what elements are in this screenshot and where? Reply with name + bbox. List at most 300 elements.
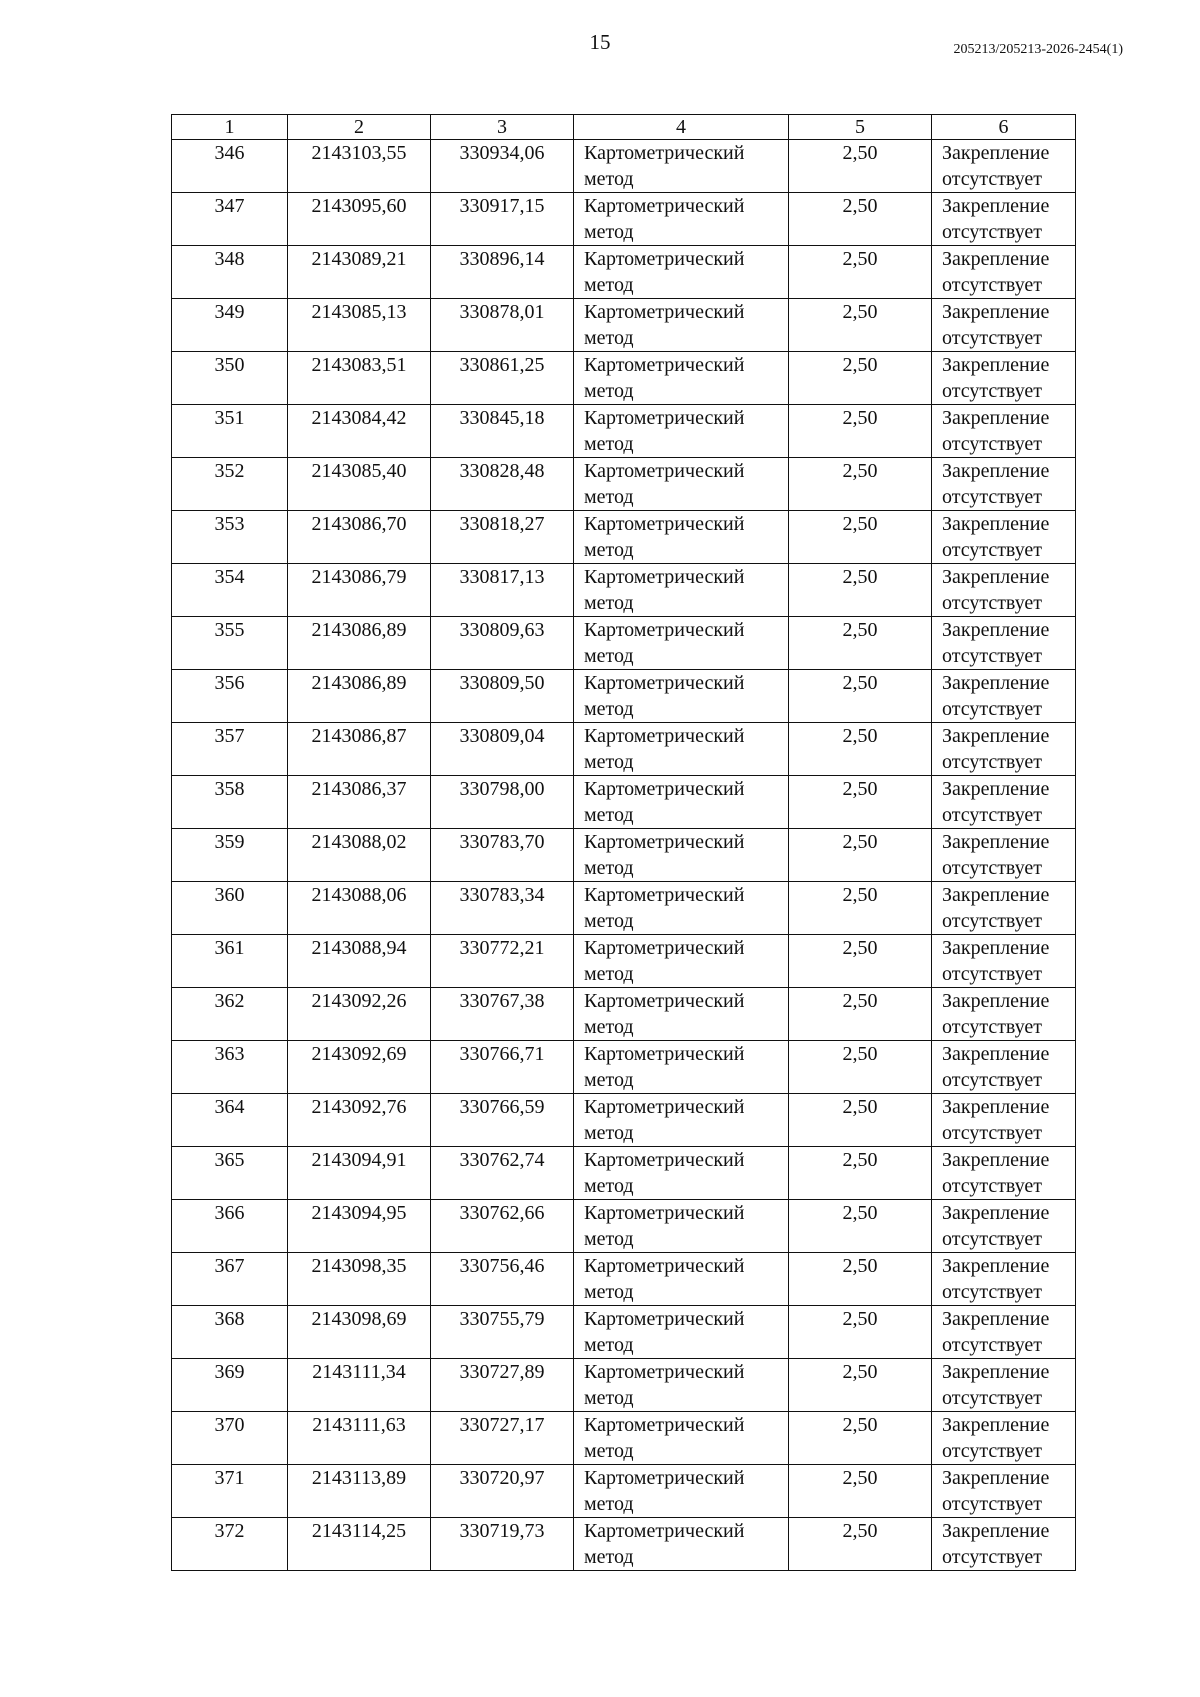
table-row bbox=[172, 1412, 1076, 1465]
table-row bbox=[172, 1359, 1076, 1412]
fixing-cell bbox=[932, 670, 1076, 723]
y-coordinate-cell: 330727,89 bbox=[431, 1359, 574, 1412]
method-cell-line: метод bbox=[584, 804, 634, 826]
fixing-cell-line: Закрепление bbox=[942, 407, 1050, 429]
point-number-cell: 360 bbox=[172, 882, 288, 935]
table-body bbox=[172, 140, 1076, 1571]
method-cell-line: Картометрический bbox=[584, 884, 745, 906]
fixing-cell-line: отсутствует bbox=[942, 592, 1043, 614]
method-cell-line: Картометрический bbox=[584, 1149, 745, 1171]
method-cell-line: Картометрический bbox=[584, 1096, 745, 1118]
table-row bbox=[172, 405, 1076, 458]
accuracy-cell: 2,50 bbox=[789, 1306, 932, 1359]
method-cell bbox=[574, 988, 789, 1041]
fixing-cell-line: Закрепление bbox=[942, 1467, 1050, 1489]
x-coordinate-cell: 2143086,89 bbox=[288, 670, 431, 723]
method-cell-line: метод bbox=[584, 698, 634, 720]
accuracy-cell: 2,50 bbox=[789, 1041, 932, 1094]
fixing-cell-line: Закрепление bbox=[942, 884, 1050, 906]
header-row bbox=[172, 115, 1076, 140]
fixing-cell bbox=[932, 1412, 1076, 1465]
fixing-cell-line: Закрепление bbox=[942, 301, 1050, 323]
method-cell-line: метод bbox=[584, 433, 634, 455]
point-number-cell: 363 bbox=[172, 1041, 288, 1094]
table-row bbox=[172, 723, 1076, 776]
accuracy-cell: 2,50 bbox=[789, 1465, 932, 1518]
y-coordinate-cell: 330817,13 bbox=[431, 564, 574, 617]
point-number-cell: 364 bbox=[172, 1094, 288, 1147]
point-number-cell: 372 bbox=[172, 1518, 288, 1571]
method-cell-line: метод bbox=[584, 1016, 634, 1038]
fixing-cell bbox=[932, 193, 1076, 246]
fixing-cell-line: Закрепление bbox=[942, 725, 1050, 747]
accuracy-cell: 2,50 bbox=[789, 882, 932, 935]
fixing-cell-line: отсутствует bbox=[942, 380, 1043, 402]
method-cell bbox=[574, 1147, 789, 1200]
method-cell-line: метод bbox=[584, 380, 634, 402]
column-header-3: 3 bbox=[431, 115, 574, 140]
fixing-cell-line: отсутствует bbox=[942, 963, 1043, 985]
fixing-cell-line: Закрепление bbox=[942, 990, 1050, 1012]
accuracy-cell: 2,50 bbox=[789, 829, 932, 882]
fixing-cell bbox=[932, 564, 1076, 617]
fixing-cell-line: отсутствует bbox=[942, 433, 1043, 455]
fixing-cell-line: отсутствует bbox=[942, 486, 1043, 508]
fixing-cell-line: Закрепление bbox=[942, 142, 1050, 164]
point-number-cell: 369 bbox=[172, 1359, 288, 1412]
accuracy-cell: 2,50 bbox=[789, 1200, 932, 1253]
table-row bbox=[172, 299, 1076, 352]
point-number-cell: 356 bbox=[172, 670, 288, 723]
x-coordinate-cell: 2143111,63 bbox=[288, 1412, 431, 1465]
column-header-1: 1 bbox=[172, 115, 288, 140]
method-cell bbox=[574, 670, 789, 723]
fixing-cell-line: отсутствует bbox=[942, 327, 1043, 349]
table-row bbox=[172, 829, 1076, 882]
accuracy-cell: 2,50 bbox=[789, 935, 932, 988]
fixing-cell bbox=[932, 1041, 1076, 1094]
fixing-cell-line: Закрепление bbox=[942, 1308, 1050, 1330]
fixing-cell bbox=[932, 1306, 1076, 1359]
method-cell bbox=[574, 352, 789, 405]
fixing-cell-line: отсутствует bbox=[942, 804, 1043, 826]
table-row bbox=[172, 617, 1076, 670]
fixing-cell-line: Закрепление bbox=[942, 354, 1050, 376]
y-coordinate-cell: 330720,97 bbox=[431, 1465, 574, 1518]
fixing-cell-line: Закрепление bbox=[942, 1096, 1050, 1118]
accuracy-cell: 2,50 bbox=[789, 193, 932, 246]
fixing-cell bbox=[932, 935, 1076, 988]
method-cell bbox=[574, 246, 789, 299]
method-cell-line: метод bbox=[584, 963, 634, 985]
fixing-cell bbox=[932, 1094, 1076, 1147]
method-cell bbox=[574, 140, 789, 193]
x-coordinate-cell: 2143098,35 bbox=[288, 1253, 431, 1306]
method-cell-line: Картометрический bbox=[584, 1202, 745, 1224]
fixing-cell bbox=[932, 140, 1076, 193]
method-cell bbox=[574, 299, 789, 352]
table-row bbox=[172, 1518, 1076, 1571]
x-coordinate-cell: 2143103,55 bbox=[288, 140, 431, 193]
fixing-cell-line: отсутствует bbox=[942, 1493, 1043, 1515]
fixing-cell bbox=[932, 511, 1076, 564]
x-coordinate-cell: 2143111,34 bbox=[288, 1359, 431, 1412]
fixing-cell bbox=[932, 1200, 1076, 1253]
method-cell-line: Картометрический bbox=[584, 460, 745, 482]
fixing-cell-line: отсутствует bbox=[942, 1016, 1043, 1038]
method-cell-line: Картометрический bbox=[584, 1255, 745, 1277]
x-coordinate-cell: 2143084,42 bbox=[288, 405, 431, 458]
y-coordinate-cell: 330809,63 bbox=[431, 617, 574, 670]
point-number-cell: 361 bbox=[172, 935, 288, 988]
x-coordinate-cell: 2143092,26 bbox=[288, 988, 431, 1041]
method-cell-line: метод bbox=[584, 486, 634, 508]
fixing-cell-line: Закрепление bbox=[942, 778, 1050, 800]
fixing-cell-line: Закрепление bbox=[942, 566, 1050, 588]
table-row bbox=[172, 670, 1076, 723]
fixing-cell bbox=[932, 299, 1076, 352]
fixing-cell bbox=[932, 1147, 1076, 1200]
fixing-cell-line: отсутствует bbox=[942, 1069, 1043, 1091]
fixing-cell-line: отсутствует bbox=[942, 221, 1043, 243]
method-cell-line: метод bbox=[584, 274, 634, 296]
point-number-cell: 353 bbox=[172, 511, 288, 564]
method-cell-line: Картометрический bbox=[584, 672, 745, 694]
point-number-cell: 346 bbox=[172, 140, 288, 193]
y-coordinate-cell: 330719,73 bbox=[431, 1518, 574, 1571]
method-cell-line: Картометрический bbox=[584, 725, 745, 747]
fixing-cell bbox=[932, 246, 1076, 299]
y-coordinate-cell: 330756,46 bbox=[431, 1253, 574, 1306]
point-number-cell: 358 bbox=[172, 776, 288, 829]
fixing-cell-line: отсутствует bbox=[942, 168, 1043, 190]
y-coordinate-cell: 330767,38 bbox=[431, 988, 574, 1041]
table-header bbox=[172, 115, 1076, 140]
fixing-cell-line: Закрепление bbox=[942, 1043, 1050, 1065]
point-number-cell: 348 bbox=[172, 246, 288, 299]
y-coordinate-cell: 330783,34 bbox=[431, 882, 574, 935]
table-row bbox=[172, 1094, 1076, 1147]
fixing-cell bbox=[932, 723, 1076, 776]
method-cell bbox=[574, 617, 789, 670]
x-coordinate-cell: 2143094,91 bbox=[288, 1147, 431, 1200]
fixing-cell-line: отсутствует bbox=[942, 857, 1043, 879]
method-cell-line: метод bbox=[584, 221, 634, 243]
method-cell bbox=[574, 935, 789, 988]
method-cell bbox=[574, 1041, 789, 1094]
y-coordinate-cell: 330845,18 bbox=[431, 405, 574, 458]
method-cell-line: Картометрический bbox=[584, 831, 745, 853]
table-row bbox=[172, 988, 1076, 1041]
method-cell bbox=[574, 1094, 789, 1147]
fixing-cell bbox=[932, 882, 1076, 935]
method-cell-line: метод bbox=[584, 1228, 634, 1250]
method-cell-line: метод bbox=[584, 327, 634, 349]
fixing-cell bbox=[932, 458, 1076, 511]
table-row bbox=[172, 1253, 1076, 1306]
x-coordinate-cell: 2143088,06 bbox=[288, 882, 431, 935]
fixing-cell-line: Закрепление bbox=[942, 460, 1050, 482]
fixing-cell-line: отсутствует bbox=[942, 1387, 1043, 1409]
point-number-cell: 365 bbox=[172, 1147, 288, 1200]
method-cell-line: Картометрический bbox=[584, 778, 745, 800]
y-coordinate-cell: 330917,15 bbox=[431, 193, 574, 246]
method-cell bbox=[574, 882, 789, 935]
method-cell-line: Картометрический bbox=[584, 354, 745, 376]
method-cell-line: Картометрический bbox=[584, 1467, 745, 1489]
method-cell bbox=[574, 1412, 789, 1465]
point-number-cell: 355 bbox=[172, 617, 288, 670]
accuracy-cell: 2,50 bbox=[789, 1253, 932, 1306]
y-coordinate-cell: 330727,17 bbox=[431, 1412, 574, 1465]
document-reference: 205213/205213-2026-2454(1) bbox=[953, 42, 1123, 57]
column-header-6: 6 bbox=[932, 115, 1076, 140]
accuracy-cell: 2,50 bbox=[789, 723, 932, 776]
table-row bbox=[172, 1306, 1076, 1359]
x-coordinate-cell: 2143086,37 bbox=[288, 776, 431, 829]
method-cell bbox=[574, 1465, 789, 1518]
method-cell bbox=[574, 511, 789, 564]
fixing-cell-line: Закрепление bbox=[942, 195, 1050, 217]
method-cell bbox=[574, 564, 789, 617]
method-cell-line: Картометрический bbox=[584, 513, 745, 535]
method-cell-line: Картометрический bbox=[584, 1308, 745, 1330]
method-cell bbox=[574, 1253, 789, 1306]
y-coordinate-cell: 330762,74 bbox=[431, 1147, 574, 1200]
fixing-cell bbox=[932, 1253, 1076, 1306]
x-coordinate-cell: 2143083,51 bbox=[288, 352, 431, 405]
accuracy-cell: 2,50 bbox=[789, 1359, 932, 1412]
method-cell-line: Картометрический bbox=[584, 195, 745, 217]
x-coordinate-cell: 2143086,89 bbox=[288, 617, 431, 670]
x-coordinate-cell: 2143113,89 bbox=[288, 1465, 431, 1518]
accuracy-cell: 2,50 bbox=[789, 352, 932, 405]
method-cell bbox=[574, 1359, 789, 1412]
point-number-cell: 370 bbox=[172, 1412, 288, 1465]
method-cell-line: Картометрический bbox=[584, 1043, 745, 1065]
y-coordinate-cell: 330861,25 bbox=[431, 352, 574, 405]
page-number: 15 bbox=[589, 30, 611, 54]
table-row bbox=[172, 140, 1076, 193]
fixing-cell-line: отсутствует bbox=[942, 1175, 1043, 1197]
table-row bbox=[172, 564, 1076, 617]
fixing-cell-line: Закрепление bbox=[942, 1255, 1050, 1277]
fixing-cell-line: Закрепление bbox=[942, 1361, 1050, 1383]
fixing-cell-line: отсутствует bbox=[942, 751, 1043, 773]
accuracy-cell: 2,50 bbox=[789, 1518, 932, 1571]
y-coordinate-cell: 330762,66 bbox=[431, 1200, 574, 1253]
method-cell-line: метод bbox=[584, 857, 634, 879]
method-cell bbox=[574, 776, 789, 829]
fixing-cell bbox=[932, 405, 1076, 458]
method-cell-line: Картометрический bbox=[584, 1520, 745, 1542]
fixing-cell-line: отсутствует bbox=[942, 1546, 1043, 1568]
x-coordinate-cell: 2143086,70 bbox=[288, 511, 431, 564]
fixing-cell-line: отсутствует bbox=[942, 1281, 1043, 1303]
method-cell-line: метод bbox=[584, 539, 634, 561]
x-coordinate-cell: 2143098,69 bbox=[288, 1306, 431, 1359]
coordinates-table bbox=[171, 114, 1076, 1571]
x-coordinate-cell: 2143092,76 bbox=[288, 1094, 431, 1147]
y-coordinate-cell: 330828,48 bbox=[431, 458, 574, 511]
method-cell bbox=[574, 458, 789, 511]
point-number-cell: 350 bbox=[172, 352, 288, 405]
fixing-cell-line: Закрепление bbox=[942, 248, 1050, 270]
accuracy-cell: 2,50 bbox=[789, 988, 932, 1041]
accuracy-cell: 2,50 bbox=[789, 564, 932, 617]
y-coordinate-cell: 330934,06 bbox=[431, 140, 574, 193]
method-cell-line: метод bbox=[584, 910, 634, 932]
fixing-cell-line: Закрепление bbox=[942, 619, 1050, 641]
method-cell-line: Картометрический bbox=[584, 990, 745, 1012]
method-cell-line: метод bbox=[584, 751, 634, 773]
method-cell-line: метод bbox=[584, 1387, 634, 1409]
point-number-cell: 349 bbox=[172, 299, 288, 352]
fixing-cell-line: отсутствует bbox=[942, 910, 1043, 932]
fixing-cell-line: отсутствует bbox=[942, 539, 1043, 561]
accuracy-cell: 2,50 bbox=[789, 1412, 932, 1465]
method-cell bbox=[574, 193, 789, 246]
accuracy-cell: 2,50 bbox=[789, 299, 932, 352]
accuracy-cell: 2,50 bbox=[789, 670, 932, 723]
x-coordinate-cell: 2143086,87 bbox=[288, 723, 431, 776]
method-cell-line: Картометрический bbox=[584, 1361, 745, 1383]
accuracy-cell: 2,50 bbox=[789, 140, 932, 193]
table-row bbox=[172, 1465, 1076, 1518]
fixing-cell-line: Закрепление bbox=[942, 937, 1050, 959]
table-row bbox=[172, 1041, 1076, 1094]
fixing-cell bbox=[932, 776, 1076, 829]
method-cell bbox=[574, 405, 789, 458]
x-coordinate-cell: 2143092,69 bbox=[288, 1041, 431, 1094]
method-cell-line: метод bbox=[584, 1281, 634, 1303]
method-cell-line: метод bbox=[584, 1546, 634, 1568]
method-cell-line: метод bbox=[584, 1175, 634, 1197]
y-coordinate-cell: 330878,01 bbox=[431, 299, 574, 352]
column-header-2: 2 bbox=[288, 115, 431, 140]
point-number-cell: 357 bbox=[172, 723, 288, 776]
table-row bbox=[172, 246, 1076, 299]
table-row bbox=[172, 193, 1076, 246]
accuracy-cell: 2,50 bbox=[789, 458, 932, 511]
point-number-cell: 367 bbox=[172, 1253, 288, 1306]
x-coordinate-cell: 2143088,94 bbox=[288, 935, 431, 988]
point-number-cell: 351 bbox=[172, 405, 288, 458]
y-coordinate-cell: 330896,14 bbox=[431, 246, 574, 299]
fixing-cell-line: Закрепление bbox=[942, 1520, 1050, 1542]
fixing-cell bbox=[932, 1359, 1076, 1412]
fixing-cell-line: Закрепление bbox=[942, 1202, 1050, 1224]
x-coordinate-cell: 2143095,60 bbox=[288, 193, 431, 246]
method-cell bbox=[574, 1306, 789, 1359]
accuracy-cell: 2,50 bbox=[789, 246, 932, 299]
y-coordinate-cell: 330818,27 bbox=[431, 511, 574, 564]
accuracy-cell: 2,50 bbox=[789, 617, 932, 670]
table-row bbox=[172, 935, 1076, 988]
point-number-cell: 347 bbox=[172, 193, 288, 246]
fixing-cell-line: Закрепление bbox=[942, 1414, 1050, 1436]
fixing-cell-line: Закрепление bbox=[942, 513, 1050, 535]
x-coordinate-cell: 2143088,02 bbox=[288, 829, 431, 882]
method-cell-line: Картометрический bbox=[584, 248, 745, 270]
column-header-4: 4 bbox=[574, 115, 789, 140]
table-row bbox=[172, 511, 1076, 564]
point-number-cell: 366 bbox=[172, 1200, 288, 1253]
y-coordinate-cell: 330798,00 bbox=[431, 776, 574, 829]
fixing-cell bbox=[932, 1518, 1076, 1571]
point-number-cell: 362 bbox=[172, 988, 288, 1041]
method-cell-line: Картометрический bbox=[584, 619, 745, 641]
fixing-cell-line: отсутствует bbox=[942, 698, 1043, 720]
y-coordinate-cell: 330809,50 bbox=[431, 670, 574, 723]
fixing-cell-line: Закрепление bbox=[942, 831, 1050, 853]
fixing-cell-line: отсутствует bbox=[942, 645, 1043, 667]
accuracy-cell: 2,50 bbox=[789, 1094, 932, 1147]
method-cell-line: Картометрический bbox=[584, 1414, 745, 1436]
table-row bbox=[172, 1147, 1076, 1200]
method-cell-line: Картометрический bbox=[584, 566, 745, 588]
y-coordinate-cell: 330766,71 bbox=[431, 1041, 574, 1094]
fixing-cell-line: отсутствует bbox=[942, 274, 1043, 296]
fixing-cell-line: Закрепление bbox=[942, 1149, 1050, 1171]
table-row bbox=[172, 1200, 1076, 1253]
method-cell bbox=[574, 1200, 789, 1253]
table-row bbox=[172, 776, 1076, 829]
fixing-cell bbox=[932, 988, 1076, 1041]
method-cell-line: метод bbox=[584, 592, 634, 614]
point-number-cell: 354 bbox=[172, 564, 288, 617]
fixing-cell bbox=[932, 352, 1076, 405]
point-number-cell: 359 bbox=[172, 829, 288, 882]
x-coordinate-cell: 2143085,13 bbox=[288, 299, 431, 352]
fixing-cell bbox=[932, 617, 1076, 670]
y-coordinate-cell: 330755,79 bbox=[431, 1306, 574, 1359]
y-coordinate-cell: 330809,04 bbox=[431, 723, 574, 776]
point-number-cell: 368 bbox=[172, 1306, 288, 1359]
x-coordinate-cell: 2143089,21 bbox=[288, 246, 431, 299]
table-row bbox=[172, 352, 1076, 405]
method-cell-line: метод bbox=[584, 645, 634, 667]
column-header-5: 5 bbox=[789, 115, 932, 140]
method-cell bbox=[574, 829, 789, 882]
fixing-cell-line: отсутствует bbox=[942, 1228, 1043, 1250]
point-number-cell: 352 bbox=[172, 458, 288, 511]
x-coordinate-cell: 2143086,79 bbox=[288, 564, 431, 617]
fixing-cell-line: Закрепление bbox=[942, 672, 1050, 694]
fixing-cell-line: отсутствует bbox=[942, 1122, 1043, 1144]
fixing-cell bbox=[932, 1465, 1076, 1518]
accuracy-cell: 2,50 bbox=[789, 776, 932, 829]
method-cell-line: метод bbox=[584, 1122, 634, 1144]
x-coordinate-cell: 2143085,40 bbox=[288, 458, 431, 511]
method-cell-line: Картометрический bbox=[584, 407, 745, 429]
method-cell-line: метод bbox=[584, 1334, 634, 1356]
method-cell bbox=[574, 723, 789, 776]
fixing-cell bbox=[932, 829, 1076, 882]
accuracy-cell: 2,50 bbox=[789, 405, 932, 458]
method-cell bbox=[574, 1518, 789, 1571]
y-coordinate-cell: 330783,70 bbox=[431, 829, 574, 882]
x-coordinate-cell: 2143094,95 bbox=[288, 1200, 431, 1253]
y-coordinate-cell: 330766,59 bbox=[431, 1094, 574, 1147]
method-cell-line: метод bbox=[584, 1440, 634, 1462]
accuracy-cell: 2,50 bbox=[789, 511, 932, 564]
method-cell-line: метод bbox=[584, 168, 634, 190]
table-row bbox=[172, 882, 1076, 935]
fixing-cell-line: отсутствует bbox=[942, 1440, 1043, 1462]
x-coordinate-cell: 2143114,25 bbox=[288, 1518, 431, 1571]
accuracy-cell: 2,50 bbox=[789, 1147, 932, 1200]
